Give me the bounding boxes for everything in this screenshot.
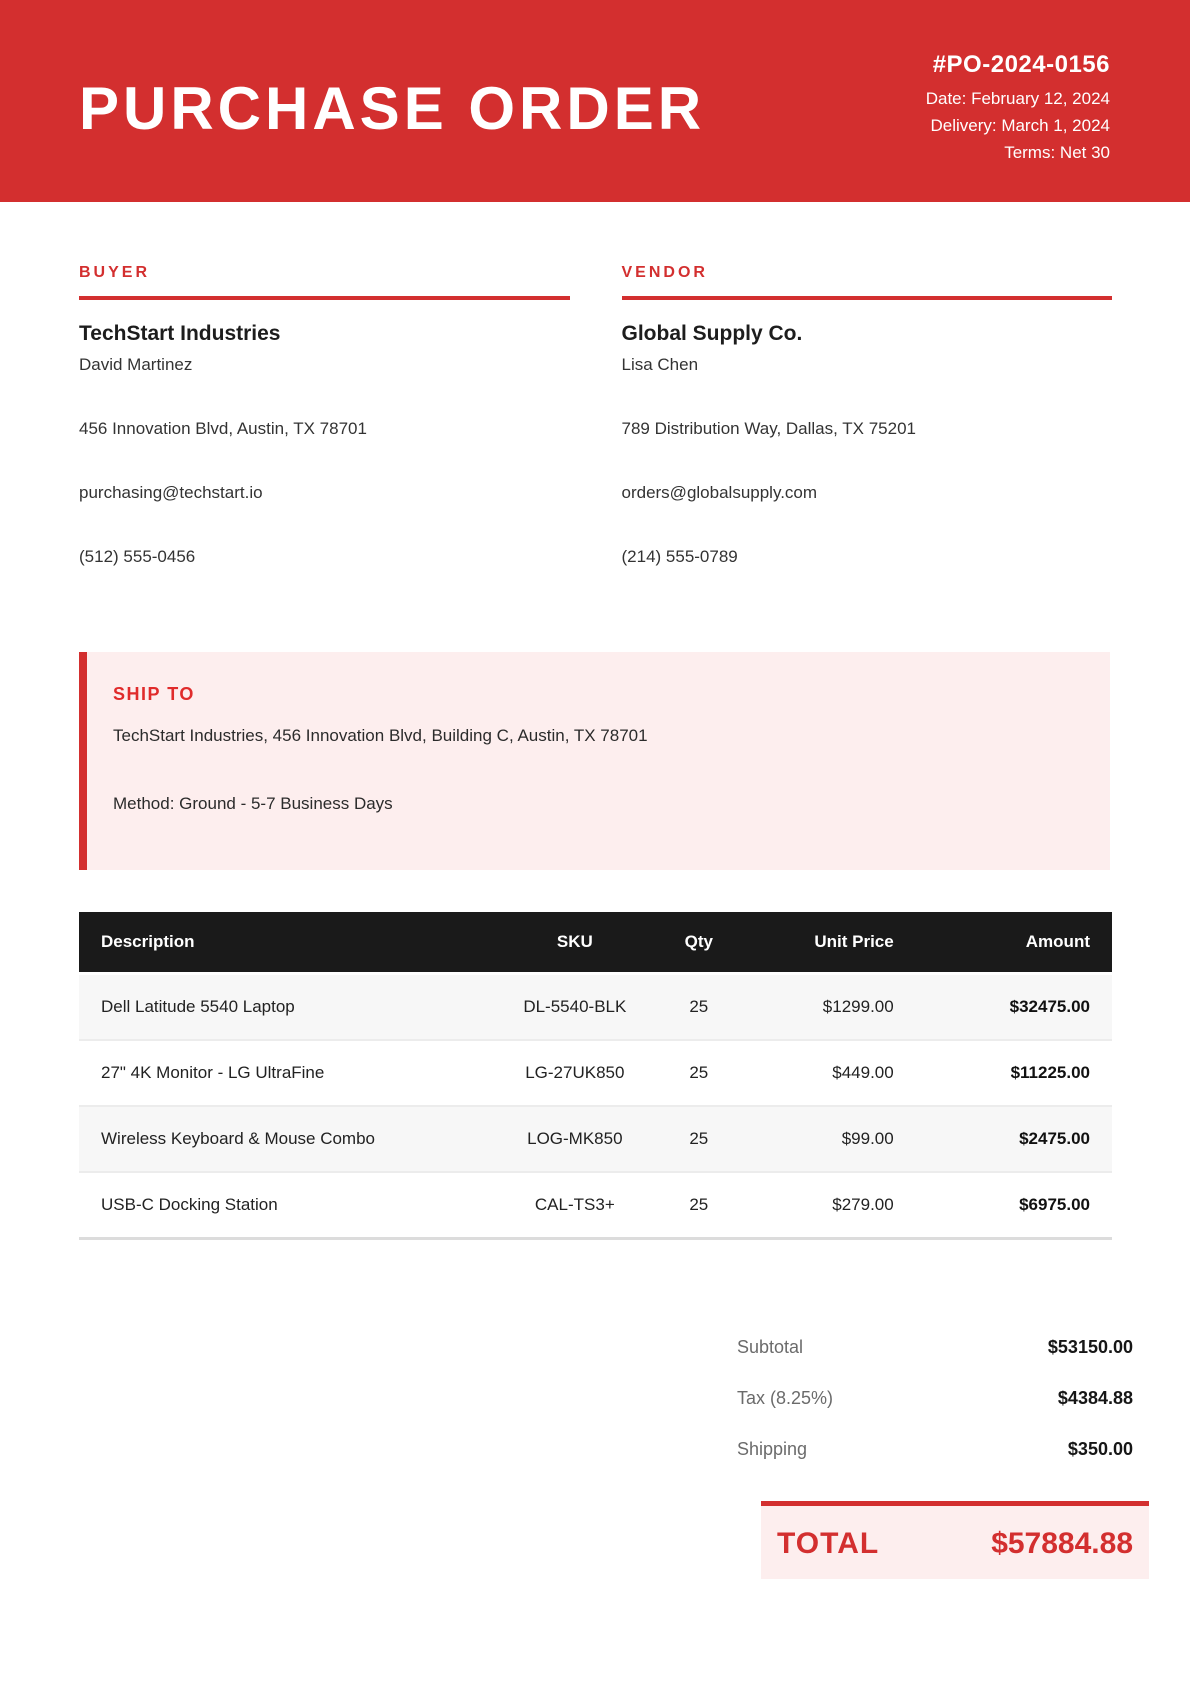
cell-description: Wireless Keyboard & Mouse Combo: [101, 1129, 376, 1148]
table-row: [79, 1106, 1112, 1172]
cell-unit-price: $99.00: [841, 1129, 894, 1148]
vendor-divider: [622, 296, 1113, 300]
vendor-address: 789 Distribution Way, Dallas, TX 75201: [621, 419, 916, 438]
table-header-row: [79, 912, 1112, 974]
cell-sku: LG-27UK850: [525, 1063, 625, 1082]
cell-unit-price: $449.00: [832, 1063, 894, 1082]
buyer-phone: (512) 555-0456: [79, 547, 196, 566]
buyer-divider: [79, 296, 570, 300]
buyer-contact-name: David Martinez: [79, 355, 193, 374]
cell-amount: $6975.00: [1019, 1195, 1090, 1214]
col-header-amount: Amount: [916, 912, 1112, 974]
vendor-phone: (214) 555-0789: [621, 547, 738, 566]
buyer-address: 456 Innovation Blvd, Austin, TX 78701: [79, 419, 367, 438]
cell-description: 27" 4K Monitor - LG UltraFine: [101, 1063, 325, 1082]
tax-label: Tax (8.25%): [737, 1388, 834, 1408]
subtotal-row: [729, 1322, 1149, 1373]
subtotal-value: $53150.00: [1047, 1337, 1133, 1357]
line-items-table: [79, 912, 1112, 1240]
ship-to-method: Method: Ground - 5-7 Business Days: [113, 794, 393, 813]
vendor-contact-name: Lisa Chen: [621, 355, 699, 374]
cell-sku: CAL-TS3+: [534, 1195, 615, 1214]
cell-sku: LOG-MK850: [527, 1129, 623, 1148]
document-title: PURCHASE ORDER: [79, 74, 706, 142]
tax-value: $4384.88: [1057, 1388, 1133, 1408]
grand-total-value: $57884.88: [991, 1527, 1133, 1560]
cell-qty: 25: [689, 1195, 709, 1214]
col-header-unit-price: Unit Price: [740, 912, 916, 974]
vendor-company-name: Global Supply Co.: [621, 322, 803, 345]
cell-qty: 25: [689, 1129, 709, 1148]
tax-row: [729, 1373, 1149, 1424]
cell-unit-price: $1299.00: [822, 997, 894, 1016]
table-row: [79, 974, 1112, 1041]
ship-to-section: [79, 652, 1110, 870]
cell-description: Dell Latitude 5540 Laptop: [101, 997, 295, 1016]
buyer-company-name: TechStart Industries: [79, 322, 281, 345]
cell-amount: $32475.00: [1009, 997, 1090, 1016]
subtotal-label: Subtotal: [737, 1337, 804, 1357]
shipping-row: [729, 1424, 1149, 1475]
order-date: Date: February 12, 2024: [925, 89, 1110, 108]
table-row: [79, 1172, 1112, 1239]
ship-to-address: TechStart Industries, 456 Innovation Blvd, Building C, Austin, TX 78701: [113, 726, 648, 745]
totals-section: [729, 1322, 1149, 1579]
buyer-email: purchasing@techstart.io: [79, 483, 263, 502]
po-number: #PO-2024-0156: [932, 51, 1110, 78]
vendor-email: orders@globalsupply.com: [621, 483, 818, 502]
col-header-description: Description: [79, 912, 492, 974]
payment-terms: Terms: Net 30: [1004, 143, 1110, 162]
grand-total-box: [761, 1501, 1149, 1579]
buyer-section: [79, 264, 570, 567]
buyer-heading: BUYER: [79, 264, 151, 281]
delivery-date: Delivery: March 1, 2024: [930, 116, 1110, 135]
cell-qty: 25: [689, 1063, 709, 1082]
order-meta-block: [926, 51, 1110, 166]
table-row: [79, 1040, 1112, 1106]
cell-description: USB-C Docking Station: [101, 1195, 278, 1214]
vendor-heading: VENDOR: [621, 264, 708, 281]
col-header-sku: SKU: [492, 912, 657, 974]
grand-total-label: TOTAL: [777, 1527, 880, 1560]
cell-qty: 25: [689, 997, 709, 1016]
shipping-label: Shipping: [737, 1439, 808, 1459]
document-header: [0, 0, 1190, 202]
parties-section: [79, 264, 1112, 567]
ship-to-heading: SHIP TO: [113, 684, 195, 704]
cell-sku: DL-5540-BLK: [523, 997, 627, 1016]
shipping-value: $350.00: [1067, 1439, 1133, 1459]
cell-unit-price: $279.00: [832, 1195, 894, 1214]
col-header-qty: Qty: [657, 912, 740, 974]
cell-amount: $11225.00: [1010, 1063, 1090, 1082]
vendor-section: [622, 264, 1113, 567]
cell-amount: $2475.00: [1019, 1129, 1090, 1148]
